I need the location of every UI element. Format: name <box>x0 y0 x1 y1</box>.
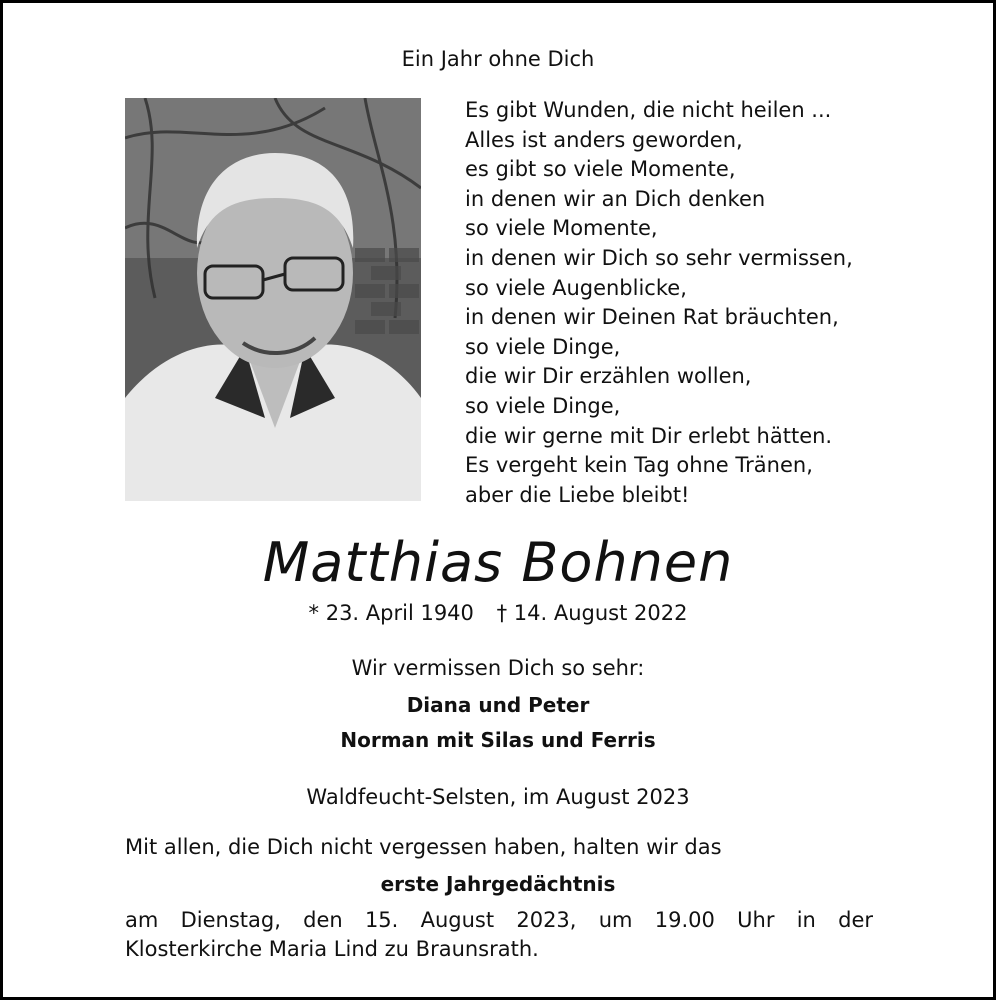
poem-line: in denen wir an Dich denken <box>465 186 766 211</box>
poem-line: so viele Dinge, <box>465 334 621 359</box>
miss-text: Wir vermissen Dich so sehr: <box>351 656 645 680</box>
family-line: Diana und Peter <box>406 693 590 717</box>
poem-line: so viele Dinge, <box>465 393 621 418</box>
family-line: Norman mit Silas und Ferris <box>340 728 656 752</box>
poem-line: die wir Dir erzählen wollen, <box>465 364 752 389</box>
life-dates <box>3 601 993 625</box>
memorial-intro: Mit allen, die Dich nicht vergessen haben, halten wir das <box>125 835 722 859</box>
poem <box>465 96 885 510</box>
poem-line: die wir gerne mit Dir erlebt hätten. <box>465 423 833 448</box>
poem-line: in denen wir Deinen Rat bräuchten, <box>465 305 839 330</box>
memorial-details <box>125 906 873 964</box>
poem-line: in denen wir Dich so sehr vermissen, <box>465 245 853 270</box>
poem-line: aber die Liebe bleibt! <box>465 482 690 507</box>
portrait-photo <box>125 98 421 501</box>
poem-line: Alles ist anders geworden, <box>465 127 743 152</box>
memorial-event: erste Jahrgedächtnis <box>380 872 616 896</box>
portrait-illustration <box>125 98 421 501</box>
poem-line: Es gibt Wunden, die nicht heilen ... <box>465 98 832 122</box>
heading: Ein Jahr ohne Dich <box>401 47 595 71</box>
death-date: † 14. August 2022 <box>496 601 688 625</box>
poem-line: so viele Augenblicke, <box>465 275 687 300</box>
details-line: Klosterkirche Maria Lind zu Braunsrath. <box>125 937 539 961</box>
poem-line: so viele Momente, <box>465 216 658 241</box>
deceased-name: Matthias Bohnen <box>262 531 734 594</box>
poem-line: es gibt so viele Momente, <box>465 157 736 182</box>
details-line: am Dienstag, den 15. August 2023, um 19.00 Uhr in der <box>125 908 873 932</box>
poem-line: Es vergeht kein Tag ohne Tränen, <box>465 453 813 478</box>
birth-date: * 23. April 1940 <box>308 601 474 625</box>
place-date: Waldfeucht-Selsten, im August 2023 <box>306 785 690 809</box>
